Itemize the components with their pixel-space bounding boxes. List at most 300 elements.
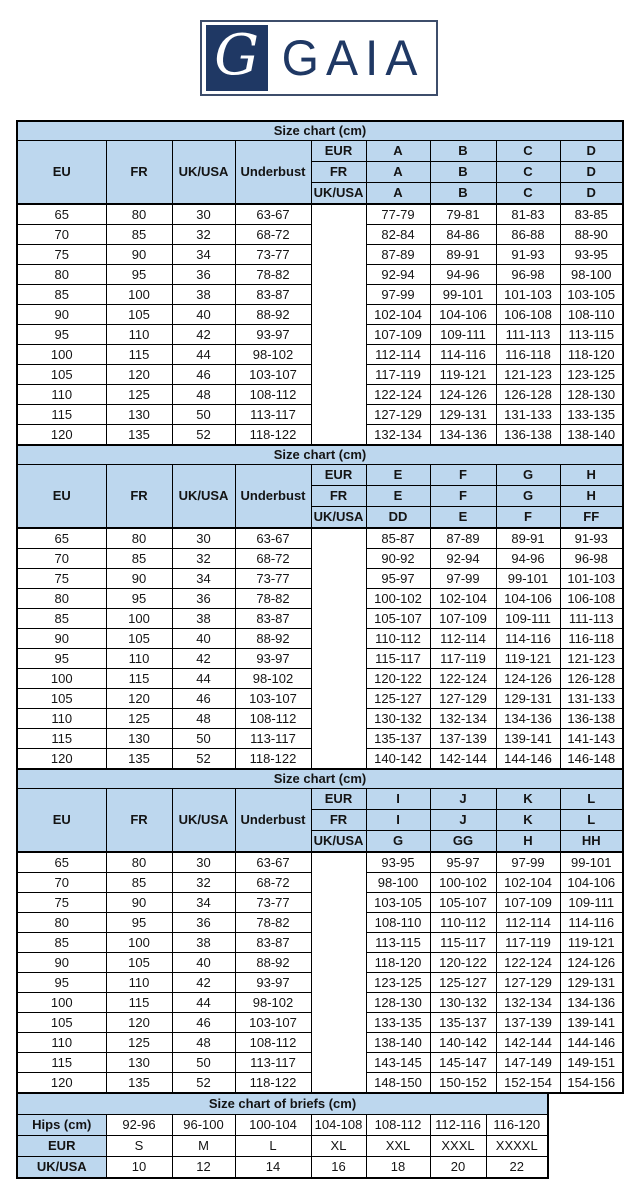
cell-cup-c: 89-91 (496, 528, 560, 549)
cell-underbust: 83-87 (235, 285, 311, 305)
cell-eu: 90 (17, 629, 106, 649)
cell-uk-usa: 40 (172, 953, 235, 973)
cell-eu: 65 (17, 204, 106, 225)
cell-cup-b: 100-102 (430, 873, 496, 893)
cup-size-header: F (430, 465, 496, 486)
cell-underbust: 103-107 (235, 689, 311, 709)
column-header-underbust: Underbust (235, 465, 311, 529)
cup-system-label: EUR (311, 789, 366, 810)
cell-cup-a: 87-89 (366, 245, 430, 265)
cup-size-header: DD (366, 507, 430, 529)
cell-uk-usa: 44 (172, 993, 235, 1013)
cell-cup-c: 96-98 (496, 265, 560, 285)
cell-cup-a: 148-150 (366, 1073, 430, 1094)
cup-size-header: E (430, 507, 496, 529)
cell-underbust: 108-112 (235, 1033, 311, 1053)
cell-fr: 95 (106, 589, 172, 609)
cell-eu: 110 (17, 1033, 106, 1053)
cell-eu: 90 (17, 953, 106, 973)
cell-underbust: 73-77 (235, 245, 311, 265)
cell-eu: 80 (17, 589, 106, 609)
cell-fr: 95 (106, 913, 172, 933)
cell-cup-a: 143-145 (366, 1053, 430, 1073)
cell-uk-usa: 34 (172, 569, 235, 589)
cell-cup-d: 108-110 (560, 305, 623, 325)
cell-cup-c: 142-144 (496, 1033, 560, 1053)
cell-cup-c: 111-113 (496, 325, 560, 345)
cup-system-label: FR (311, 162, 366, 183)
cell-cup-d: 103-105 (560, 285, 623, 305)
cell-cup-a: 93-95 (366, 852, 430, 873)
cell-uk-usa: 52 (172, 1073, 235, 1094)
cell-cup-c: 97-99 (496, 852, 560, 873)
column-header-eu: EU (17, 789, 106, 853)
cell-cup-d: 114-116 (560, 913, 623, 933)
table-title-row (17, 1093, 548, 1115)
cell-uk-usa: 44 (172, 669, 235, 689)
cup-size-header: D (560, 183, 623, 205)
cell-cup-c: 122-124 (496, 953, 560, 973)
cell-fr: 100 (106, 933, 172, 953)
cell-cup-d: 104-106 (560, 873, 623, 893)
cell-cup-a: 117-119 (366, 365, 430, 385)
cell-cup-a: 82-84 (366, 225, 430, 245)
cell-underbust: 93-97 (235, 973, 311, 993)
cup-system-label: UK/USA (311, 831, 366, 853)
cell-underbust: 113-117 (235, 405, 311, 425)
cell-cup-d: 98-100 (560, 265, 623, 285)
cell-fr: 120 (106, 689, 172, 709)
cell-eu: 75 (17, 245, 106, 265)
cell-underbust: 118-122 (235, 425, 311, 446)
cell-uk-usa: 38 (172, 933, 235, 953)
cell-cup-a: 110-112 (366, 629, 430, 649)
cell-underbust: 68-72 (235, 549, 311, 569)
cup-size-header: L (560, 810, 623, 831)
column-header-underbust: Underbust (235, 789, 311, 853)
cell-cup-b: 94-96 (430, 265, 496, 285)
cell-eu: 105 (17, 365, 106, 385)
cell-fr: 80 (106, 852, 172, 873)
header-row (17, 465, 623, 486)
cup-size-header: A (366, 162, 430, 183)
logo-g-monogram: G (206, 25, 268, 91)
cell-eu: 120 (17, 1073, 106, 1094)
cell-eu: 115 (17, 405, 106, 425)
cell-underbust: 68-72 (235, 225, 311, 245)
cell-underbust: 68-72 (235, 873, 311, 893)
logo-frame (200, 20, 439, 96)
briefs-row-label: EUR (17, 1136, 106, 1157)
cell-underbust: 63-67 (235, 528, 311, 549)
spacer-cell (311, 852, 366, 1093)
cell-eu: 105 (17, 689, 106, 709)
cell-eu: 100 (17, 669, 106, 689)
briefs-cell: 20 (430, 1157, 486, 1179)
cell-uk-usa: 42 (172, 973, 235, 993)
cell-cup-b: 110-112 (430, 913, 496, 933)
cell-eu: 105 (17, 1013, 106, 1033)
cell-fr: 115 (106, 345, 172, 365)
cell-cup-b: 125-127 (430, 973, 496, 993)
briefs-cell: 12 (172, 1157, 235, 1179)
cell-cup-c: 106-108 (496, 305, 560, 325)
cell-cup-a: 122-124 (366, 385, 430, 405)
cell-uk-usa: 46 (172, 689, 235, 709)
cell-fr: 120 (106, 1013, 172, 1033)
cell-fr: 135 (106, 425, 172, 446)
cell-cup-b: 119-121 (430, 365, 496, 385)
cell-cup-b: 142-144 (430, 749, 496, 770)
cell-cup-d: 129-131 (560, 973, 623, 993)
cell-cup-b: 84-86 (430, 225, 496, 245)
cell-cup-a: 77-79 (366, 204, 430, 225)
cell-uk-usa: 38 (172, 285, 235, 305)
cup-size-header: G (496, 465, 560, 486)
table-header (17, 769, 623, 852)
cell-cup-a: 123-125 (366, 973, 430, 993)
cell-underbust: 73-77 (235, 893, 311, 913)
cell-cup-b: 97-99 (430, 569, 496, 589)
cell-cup-a: 120-122 (366, 669, 430, 689)
cell-fr: 125 (106, 1033, 172, 1053)
cell-fr: 90 (106, 893, 172, 913)
cell-underbust: 88-92 (235, 305, 311, 325)
cell-cup-d: 133-135 (560, 405, 623, 425)
briefs-cell: 100-104 (235, 1115, 311, 1136)
cup-size-header: C (496, 162, 560, 183)
cell-uk-usa: 50 (172, 729, 235, 749)
cell-fr: 105 (106, 629, 172, 649)
cell-uk-usa: 50 (172, 1053, 235, 1073)
table-row (17, 1136, 548, 1157)
cup-size-header: I (366, 810, 430, 831)
cell-underbust: 113-117 (235, 1053, 311, 1073)
cup-size-header: A (366, 141, 430, 162)
cell-uk-usa: 52 (172, 425, 235, 446)
cup-size-header: A (366, 183, 430, 205)
cell-underbust: 98-102 (235, 993, 311, 1013)
cell-eu: 85 (17, 933, 106, 953)
table-title: Size chart (cm) (17, 445, 623, 465)
cell-uk-usa: 46 (172, 1013, 235, 1033)
cell-cup-d: 118-120 (560, 345, 623, 365)
column-header-fr: FR (106, 789, 172, 853)
cup-size-header: L (560, 789, 623, 810)
cell-uk-usa: 30 (172, 852, 235, 873)
cell-cup-a: 107-109 (366, 325, 430, 345)
cell-cup-c: 147-149 (496, 1053, 560, 1073)
cell-cup-a: 113-115 (366, 933, 430, 953)
cell-eu: 100 (17, 345, 106, 365)
cell-cup-a: 105-107 (366, 609, 430, 629)
cell-cup-d: 144-146 (560, 1033, 623, 1053)
cell-fr: 105 (106, 305, 172, 325)
cell-eu: 95 (17, 973, 106, 993)
cell-cup-b: 134-136 (430, 425, 496, 446)
cell-cup-a: 97-99 (366, 285, 430, 305)
cell-uk-usa: 40 (172, 305, 235, 325)
cell-fr: 100 (106, 609, 172, 629)
cell-cup-a: 118-120 (366, 953, 430, 973)
cell-cup-d: 116-118 (560, 629, 623, 649)
cell-eu: 70 (17, 225, 106, 245)
cell-cup-b: 132-134 (430, 709, 496, 729)
cell-cup-d: 126-128 (560, 669, 623, 689)
table-header (17, 121, 623, 204)
cell-cup-d: 93-95 (560, 245, 623, 265)
cell-uk-usa: 30 (172, 204, 235, 225)
cell-uk-usa: 48 (172, 709, 235, 729)
column-header-eu: EU (17, 141, 106, 205)
cup-size-header: F (496, 507, 560, 529)
cup-system-label: FR (311, 486, 366, 507)
cell-cup-d: 136-138 (560, 709, 623, 729)
cell-uk-usa: 50 (172, 405, 235, 425)
cell-cup-d: 121-123 (560, 649, 623, 669)
cell-underbust: 98-102 (235, 669, 311, 689)
cup-size-header: H (496, 831, 560, 853)
cell-eu: 65 (17, 528, 106, 549)
briefs-cell: 92-96 (106, 1115, 172, 1136)
cell-fr: 90 (106, 245, 172, 265)
cell-underbust: 108-112 (235, 385, 311, 405)
cell-cup-a: 125-127 (366, 689, 430, 709)
cell-fr: 125 (106, 709, 172, 729)
column-header-uk-usa: UK/USA (172, 465, 235, 529)
cell-eu: 110 (17, 385, 106, 405)
cell-cup-a: 130-132 (366, 709, 430, 729)
cell-underbust: 63-67 (235, 852, 311, 873)
cup-size-header: F (430, 486, 496, 507)
cell-eu: 85 (17, 609, 106, 629)
cell-cup-c: 99-101 (496, 569, 560, 589)
briefs-cell: 104-108 (311, 1115, 366, 1136)
cell-cup-a: 112-114 (366, 345, 430, 365)
header-row (17, 789, 623, 810)
cell-eu: 65 (17, 852, 106, 873)
cell-cup-a: 103-105 (366, 893, 430, 913)
cell-uk-usa: 36 (172, 265, 235, 285)
cell-cup-a: 92-94 (366, 265, 430, 285)
cell-cup-c: 81-83 (496, 204, 560, 225)
cell-eu: 120 (17, 749, 106, 770)
cell-eu: 95 (17, 325, 106, 345)
cell-cup-c: 116-118 (496, 345, 560, 365)
cell-cup-c: 126-128 (496, 385, 560, 405)
cell-cup-b: 129-131 (430, 405, 496, 425)
briefs-cell: 116-120 (486, 1115, 548, 1136)
cell-cup-c: 124-126 (496, 669, 560, 689)
table-title-row (17, 769, 623, 789)
cell-eu: 80 (17, 265, 106, 285)
cell-underbust: 93-97 (235, 325, 311, 345)
cell-cup-b: 140-142 (430, 1033, 496, 1053)
cell-underbust: 93-97 (235, 649, 311, 669)
cell-cup-a: 102-104 (366, 305, 430, 325)
table-row (17, 1157, 548, 1179)
cell-uk-usa: 48 (172, 385, 235, 405)
cell-uk-usa: 34 (172, 245, 235, 265)
cell-cup-d: 106-108 (560, 589, 623, 609)
cup-size-header: C (496, 141, 560, 162)
cup-system-label: EUR (311, 141, 366, 162)
cell-cup-c: 137-139 (496, 1013, 560, 1033)
cell-uk-usa: 32 (172, 549, 235, 569)
cell-underbust: 73-77 (235, 569, 311, 589)
briefs-table-title: Size chart of briefs (cm) (17, 1093, 548, 1115)
cell-cup-a: 115-117 (366, 649, 430, 669)
cup-size-header: H (560, 465, 623, 486)
column-header-underbust: Underbust (235, 141, 311, 205)
cell-underbust: 108-112 (235, 709, 311, 729)
cell-eu: 75 (17, 893, 106, 913)
cell-cup-d: 134-136 (560, 993, 623, 1013)
cell-cup-a: 90-92 (366, 549, 430, 569)
cell-underbust: 103-107 (235, 365, 311, 385)
cell-fr: 120 (106, 365, 172, 385)
cell-cup-c: 91-93 (496, 245, 560, 265)
cell-cup-c: 136-138 (496, 425, 560, 446)
briefs-row-label: Hips (cm) (17, 1115, 106, 1136)
cell-cup-d: 149-151 (560, 1053, 623, 1073)
logo-wordmark: GAIA (281, 30, 425, 86)
cell-uk-usa: 38 (172, 609, 235, 629)
cell-cup-b: 107-109 (430, 609, 496, 629)
briefs-size-table (16, 1092, 549, 1179)
cell-eu: 85 (17, 285, 106, 305)
cell-cup-b: 122-124 (430, 669, 496, 689)
bra-size-table-2 (16, 444, 624, 770)
cell-fr: 130 (106, 1053, 172, 1073)
briefs-cell: 108-112 (366, 1115, 430, 1136)
cell-eu: 70 (17, 549, 106, 569)
cell-cup-c: 94-96 (496, 549, 560, 569)
table-header (17, 445, 623, 528)
cell-cup-b: 145-147 (430, 1053, 496, 1073)
table-row (17, 852, 623, 873)
cell-uk-usa: 32 (172, 225, 235, 245)
cell-cup-b: 104-106 (430, 305, 496, 325)
table-title-row (17, 445, 623, 465)
cell-cup-b: 92-94 (430, 549, 496, 569)
table-title: Size chart (cm) (17, 769, 623, 789)
cell-cup-c: 112-114 (496, 913, 560, 933)
cell-cup-a: 127-129 (366, 405, 430, 425)
cell-cup-c: 152-154 (496, 1073, 560, 1094)
cup-size-header: B (430, 141, 496, 162)
cell-eu: 70 (17, 873, 106, 893)
cell-fr: 80 (106, 204, 172, 225)
cell-cup-d: 123-125 (560, 365, 623, 385)
cell-cup-a: 140-142 (366, 749, 430, 770)
cup-size-header: K (496, 789, 560, 810)
cell-uk-usa: 48 (172, 1033, 235, 1053)
cell-cup-c: 107-109 (496, 893, 560, 913)
cell-cup-b: 95-97 (430, 852, 496, 873)
cell-cup-c: 129-131 (496, 689, 560, 709)
briefs-cell: 18 (366, 1157, 430, 1179)
table-row (17, 528, 623, 549)
cell-underbust: 103-107 (235, 1013, 311, 1033)
cell-cup-b: 115-117 (430, 933, 496, 953)
column-header-uk-usa: UK/USA (172, 141, 235, 205)
cell-underbust: 83-87 (235, 933, 311, 953)
cell-uk-usa: 34 (172, 893, 235, 913)
cell-cup-b: 112-114 (430, 629, 496, 649)
cell-uk-usa: 32 (172, 873, 235, 893)
cell-uk-usa: 46 (172, 365, 235, 385)
cell-uk-usa: 42 (172, 325, 235, 345)
cell-underbust: 78-82 (235, 913, 311, 933)
cup-size-header: D (560, 141, 623, 162)
cell-cup-d: 141-143 (560, 729, 623, 749)
spacer-cell (311, 528, 366, 769)
cell-underbust: 98-102 (235, 345, 311, 365)
cell-cup-b: 124-126 (430, 385, 496, 405)
cell-cup-d: 154-156 (560, 1073, 623, 1094)
cell-cup-b: 114-116 (430, 345, 496, 365)
cell-cup-b: 135-137 (430, 1013, 496, 1033)
cup-system-label: UK/USA (311, 507, 366, 529)
cell-cup-c: 101-103 (496, 285, 560, 305)
cell-underbust: 78-82 (235, 265, 311, 285)
cup-system-label: FR (311, 810, 366, 831)
cell-eu: 75 (17, 569, 106, 589)
cell-cup-a: 135-137 (366, 729, 430, 749)
column-header-fr: FR (106, 465, 172, 529)
cell-eu: 80 (17, 913, 106, 933)
cell-cup-b: 99-101 (430, 285, 496, 305)
column-header-fr: FR (106, 141, 172, 205)
cell-uk-usa: 52 (172, 749, 235, 770)
cell-uk-usa: 42 (172, 649, 235, 669)
cell-fr: 110 (106, 649, 172, 669)
cell-eu: 120 (17, 425, 106, 446)
cell-eu: 95 (17, 649, 106, 669)
cell-cup-b: 127-129 (430, 689, 496, 709)
column-header-eu: EU (17, 465, 106, 529)
cell-fr: 130 (106, 729, 172, 749)
cell-cup-b: 89-91 (430, 245, 496, 265)
briefs-cell: 96-100 (172, 1115, 235, 1136)
cell-cup-b: 109-111 (430, 325, 496, 345)
size-charts-region (16, 120, 638, 1179)
cup-size-header: D (560, 162, 623, 183)
cell-cup-d: 124-126 (560, 953, 623, 973)
cell-cup-d: 96-98 (560, 549, 623, 569)
cell-cup-d: 83-85 (560, 204, 623, 225)
cell-uk-usa: 36 (172, 589, 235, 609)
cup-size-header: HH (560, 831, 623, 853)
cell-cup-b: 79-81 (430, 204, 496, 225)
cell-cup-b: 117-119 (430, 649, 496, 669)
cell-fr: 135 (106, 1073, 172, 1094)
cup-size-header: K (496, 810, 560, 831)
cell-cup-d: 113-115 (560, 325, 623, 345)
cell-fr: 95 (106, 265, 172, 285)
bra-size-table-3 (16, 768, 624, 1094)
cell-cup-d: 99-101 (560, 852, 623, 873)
cell-uk-usa: 40 (172, 629, 235, 649)
cup-system-label: EUR (311, 465, 366, 486)
cup-size-header: G (366, 831, 430, 853)
cell-cup-a: 138-140 (366, 1033, 430, 1053)
cell-cup-d: 91-93 (560, 528, 623, 549)
cell-eu: 90 (17, 305, 106, 325)
cup-size-header: E (366, 465, 430, 486)
cell-fr: 85 (106, 225, 172, 245)
